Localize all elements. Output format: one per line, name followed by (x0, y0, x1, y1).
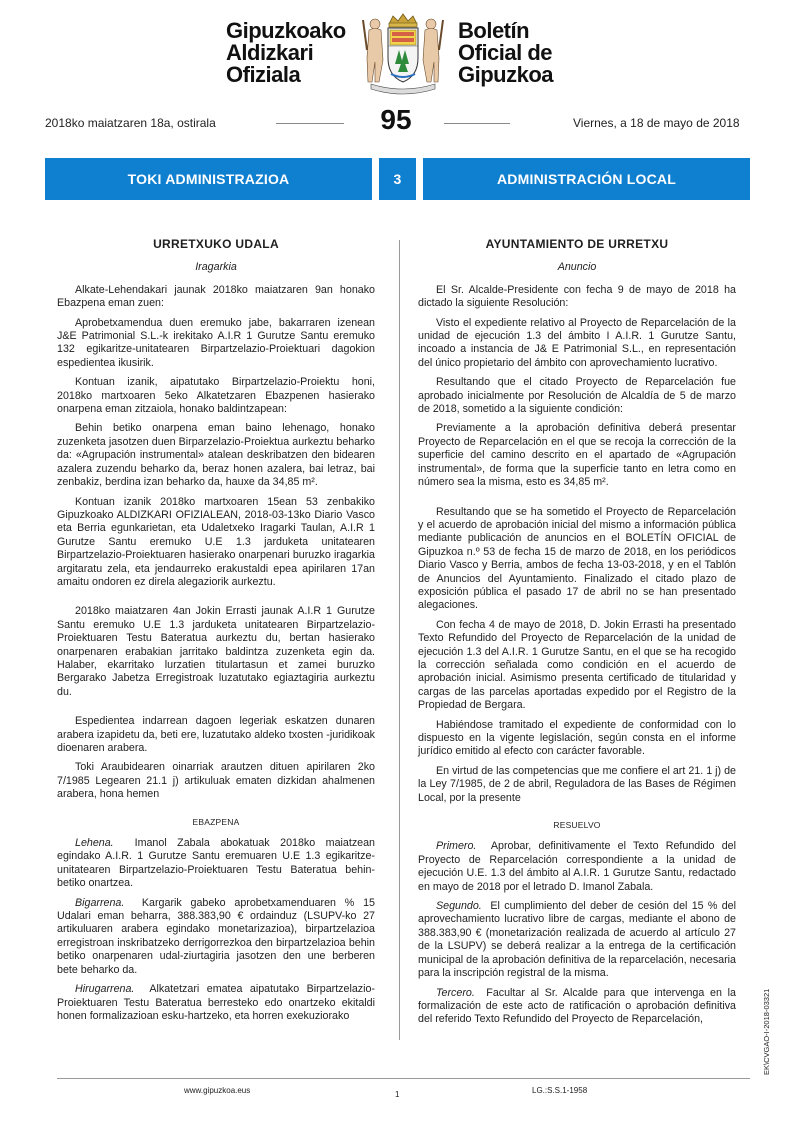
resolution-item (57, 837, 375, 891)
paragraph: Behin betiko onarpena eman baino lehenago, honako zuzenketa jasotzen duen Birparzelazio-Proiektua aurkeztu beharko da: «Agrupación instrumental» atalean deskribatzen den bidearen azalera zuzendu beharko da, beraz honen azalera, bai letraz, bai zenbakiz, berdina izan beharko da, hauxe da 34,85 m². (57, 422, 375, 489)
resolution-lead: Segundo. (436, 900, 482, 913)
resolution-text: Alkatetzari ematea aipatutako Birpartzelazio-Proiektuaren Testu Bateratua berresteko edo onartzeko ekitaldi honen formalizazioan esku-hartzeko, eta horren exekuziorako (57, 983, 375, 1022)
masthead-title-basque (226, 20, 346, 86)
resolution-text: Facultar al Sr. Alcalde para que intervenga en la formalización de este acto de ratificación o aprobación definitiva del referido Texto Refundido del Proyecto de Reparcelación, (418, 986, 736, 1026)
date-rule-left (276, 123, 344, 124)
resolution-item (57, 983, 375, 1023)
resolution-lead: Lehena. (75, 837, 114, 850)
paragraph: Kontuan izanik 2018ko martxoaren 15ean 53 zenbakiko Gipuzkoako ALDIZKARI OFIZIALEAN, 2018-03-13ko Diario Vasco eta Berria egunkarietan, eta Udaletxeko Iragarki Taulan, A.I.R 1 Gurutze Santu eremuko U.E 1.3 jarduketa unitatearen Birpartzelazio-Proiektuaren hasierako onarpenari buruzko iragarkia argitaratu zela, eta jendaurreko erakustaldi epea apirilaren 17an amaitu ondoren ez direla alegaziorik aurkeztu. (57, 495, 375, 588)
page-number: 1 (395, 1090, 400, 1099)
paragraph: El Sr. Alcalde-Presidente con fecha 9 de mayo de 2018 ha dictado la siguiente Resolución: (418, 283, 736, 310)
column-divider (399, 240, 400, 1040)
paragraph: Visto el expediente relativo al Proyecto de Reparcelación de la unidad de ejecución 1.3 del ámbito I A.I.R. 1 Gurutze Santu, incoado a instancia de J& E Patrimonial S.L., en representación del único propietario del ámbito con aprovechamiento lucrativo. (418, 316, 736, 369)
paragraph: Aprobetxamendua duen eremuko jabe, bakarraren izenean J&E Patrimonial S.L.-k irekitako A.I.R 1 Gurutze Santu eremuko 132 egikaritze-unitatearen Birpartzelazio-Proiektuari dagokion espedientea ikusirik. (57, 316, 375, 369)
resolution-text: Aprobar, definitivamente el Texto Refundido del Proyecto de Reparcelación correspondiente a la unidad de ejecución U.E. 1.3 del ámbito al A.I.R. 1 Gurutze Santu, redactado en mayo de 2018 por el letrado D. Imanol Zabala. (418, 840, 736, 893)
resolution-lead: Hirugarrena. (75, 983, 135, 996)
paragraph: Resultando que se ha sometido el Proyecto de Reparcelación y el acuerdo de aprobación inicial del mismo a información pública mediante publicación de anuncios en el BOLETÍN OFICIAL de Gipuzkoa n.º 53 de fecha 15 de marzo de 2018, en los periódicos Diario Vasco y Berria, ambos de fecha 13-03-2018, y en el Tablón de Anuncios del Ayuntamiento. Finalizado el citado plazo de exposición pública el pasado 17 de abril no se han presentado alegaciones. (418, 505, 736, 612)
section-bar-basque: TOKI ADMINISTRAZIOA (45, 158, 372, 200)
left-column-basque (57, 238, 375, 1029)
masthead-line: Ofiziala (226, 62, 301, 87)
paragraph: Con fecha 4 de mayo de 2018, D. Jokin Errasti ha presentado Texto Refundido del Proyecto de Reparcelación de la unidad de ejecución 1.3 del A.I.R. 1 Gurutze Santu, en el que se ha recogido la corrección señalada como condición en el acuerdo de aprobación inicial. Asimismo presenta certificado de titularidad y cargas de las parcelas aportadas expedido por el Registro de la Propiedad de Bergara. (418, 618, 736, 712)
issue-date-basque: 2018ko maiatzaren 18a, ostirala (45, 116, 216, 130)
masthead-line: Oficial de (458, 40, 553, 65)
resolution-lead: Tercero. (436, 986, 475, 999)
footer-rule (57, 1078, 750, 1079)
announcement-subtitle: Anuncio (557, 261, 597, 274)
masthead-title-spanish (458, 20, 553, 86)
paragraph: Resultando que el citado Proyecto de Reparcelación fue aprobado inicialmente por Resolución de Alcaldía de 5 de marzo de 2018, sometido a la siguiente condición: (418, 376, 736, 416)
paragraph: Espedientea indarrean dagoen legeriak eskatzen dunaren arabera izapidetu da, beti ere, luzatutako aldeko txosten -juridikoak dioenaren arabera. (57, 715, 375, 754)
masthead-line: Aldizkari (226, 40, 314, 65)
resolution-item (57, 897, 375, 977)
paragraph: Toki Araubidearen oinarriak arautzen dituen apirilaren 2ko 7/1985 Legearen 21.1 j) artikuluak ematen dizkidan ahalmenen arabera, hona hemen (57, 761, 375, 801)
resolution-lead: Primero. (436, 840, 477, 853)
issue-number: 95 (380, 104, 412, 135)
date-rule-right (444, 123, 510, 124)
paragraph: Previamente a la aprobación definitiva deberá presentar Proyecto de Reparcelación en el que se recoja la corrección de la superficie del camino descrito en el apartado de «Agrupación instrumental», de forma que la superficie tanto en letra como en número sea la misma, esto es 34,85 m². (418, 422, 736, 489)
paragraph: 2018ko maiatzaren 4an Jokin Errasti jaunak A.I.R 1 Gurutze Santu eremuko U.E 1.3 jarduketa unitatearen Birpartzelazio-Proiektuaren Testu Bateratua aurkeztu du, bertan hasierako onarpenaren erabakian jarritako baldintza zuzenketa egin da. Halaber, ekarritako lurzatien titulartasun et zamei buruzko Bergarako Jabetza Erregistroak luzatutako egiaztagiria aurkeztu du. (57, 605, 375, 698)
issue-date-spanish: Viernes, a 18 de mayo de 2018 (573, 116, 740, 130)
footer-website-link[interactable]: www.gipuzkoa.eus (184, 1086, 251, 1095)
announcement-title: URRETXUKO UDALA (153, 237, 279, 251)
paragraph: En virtud de las competencias que me confiere el art 21. 1 j) de la Ley 7/1985, de 2 de abril, Reguladora de las Bases de Régimen Local, por la presente (418, 764, 736, 804)
resolution-lead: Bigarrena. (75, 896, 125, 909)
announcement-title: AYUNTAMIENTO DE URRETXU (485, 237, 669, 251)
resolution-item (418, 987, 736, 1027)
masthead-line: Gipuzkoako (226, 18, 346, 43)
resolution-text: Imanol Zabala abokatuak 2018ko maiatzean egindako A.I.R. 1 Gurutze Santu eremuaren U.E 1.3 egikaritze-unitatearen Birpartzelazio-Proiektuaren Testu Bateratua behin-betiko onartzea. (57, 837, 375, 890)
right-column-spanish (418, 238, 736, 1033)
resolution-text: Kargarik gabeko aprobetxamenduaren % 15 Udalari eman beharra, 388.383,90 € ordainduz (LSUPV-ko 27 artikuluaren arabera egindako monetarizazioa), birpartzelazioa erregistroan inskribatzeko derrigorrezkoa den birpartzelazioa behin betiko onarpenaren udal-ziurtagiria jasotzen den une berberen bete beharko da. (57, 896, 375, 976)
paragraph: Alkate-Lehendakari jaunak 2018ko maiatzaren 9an honako Ebazpena eman zuen: (57, 283, 375, 310)
resolution-item (418, 900, 736, 980)
masthead-line: Gipuzkoa (458, 62, 554, 87)
resolution-item (418, 840, 736, 894)
legal-deposit: LG.:S.S.1-1958 (532, 1086, 588, 1095)
resolution-text: El cumplimiento del deber de cesión del 15 % del aprovechamiento lucrativo libre de cargas, mediante el abono de 388.383,90 € (monetarización realizada de acuerdo al artículo 27 de la LSUPV) se deberá realizar a la entrega de la certificación municipal de la aprobación definitiva de la reparcelación, necesaria para la inscripción registral de la misma. (418, 900, 736, 980)
masthead-line: Boletín (458, 18, 530, 43)
document-code: EK\CVGAO-I-2018-03321 (762, 988, 771, 1075)
section-heading: RESUELVO (553, 820, 601, 831)
paragraph: Kontuan izanik, aipatutako Birpartzelazio-Proiektu honi, 2018ko martxoaren 5eko Alkatetzaren Ebazpenen hasierako onarpena eman zitzaiola, honako baldintzapean: (57, 376, 375, 416)
section-number: 3 (379, 158, 416, 200)
section-heading: EBAZPENA (192, 816, 240, 827)
section-bar-spanish: ADMINISTRACIÓN LOCAL (423, 158, 750, 200)
coat-of-arms-icon (355, 10, 451, 98)
paragraph: Habiéndose tramitado el expediente de conformidad con lo dispuesto en la vigente legislación, según consta en el informe jurídico emitido al efecto con carácter favorable. (418, 718, 736, 758)
announcement-subtitle: Iragarkia (195, 261, 237, 274)
